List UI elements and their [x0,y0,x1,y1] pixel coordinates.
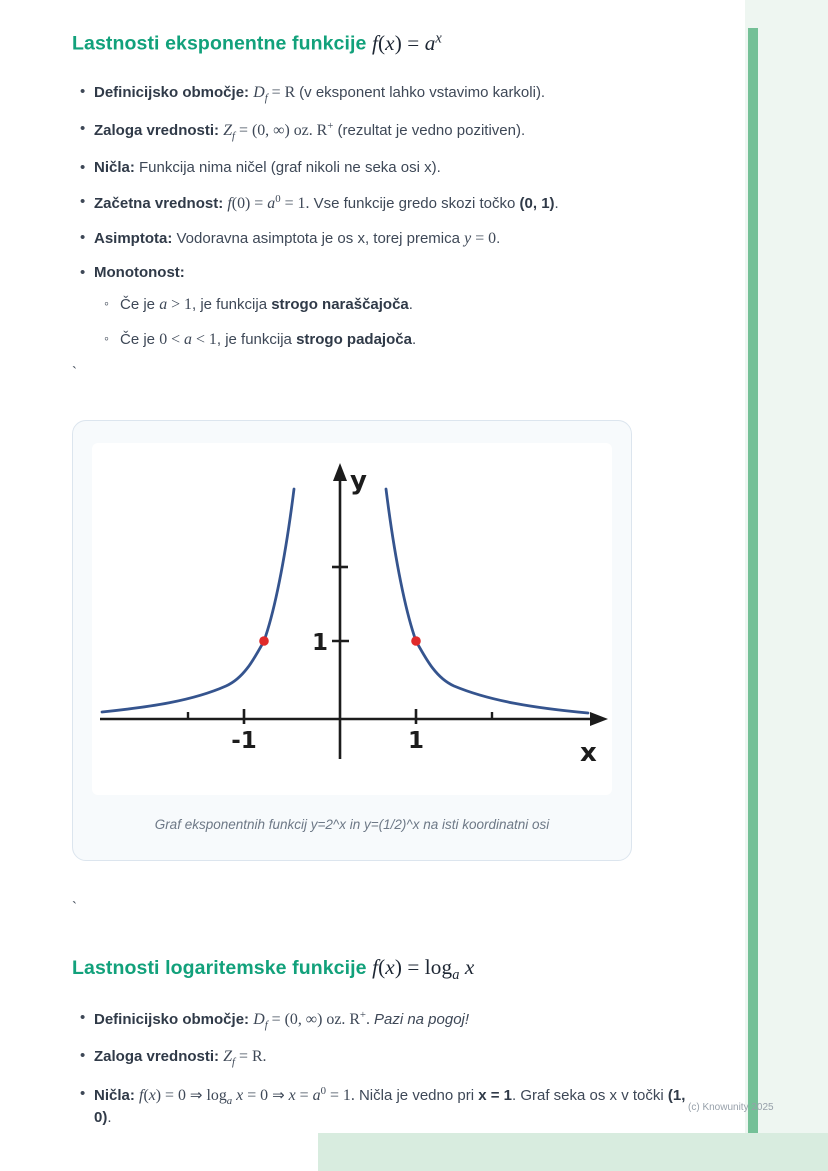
text-segment: + [327,120,334,133]
text-segment: x [435,30,442,46]
text-segment: . [366,1011,374,1028]
point-marker-left [259,636,269,646]
list-item-text [120,296,413,313]
text-segment: f [264,1019,268,1031]
text-segment: a [424,30,436,55]
text-segment: ) = log [394,955,453,979]
list-item-text [94,230,500,247]
text-segment: = [295,1086,313,1104]
text-segment: Funkcija nima ničel (graf nikoli ne seka osi x). [139,158,441,176]
monotonicity-sublist [94,294,694,350]
list-item-nicla [94,1084,694,1129]
text-segment: ( [378,955,386,979]
text-segment: = 1. [325,1086,355,1104]
stray-backtick: ` [72,364,77,381]
text-segment: 0 [320,1084,326,1097]
text-segment: = R [267,83,300,101]
text-segment: = (0, ∞) oz. R [235,122,328,140]
x-tick-label-pos1: 1 [407,728,425,754]
text-segment: Definicijsko območje: [94,83,254,101]
text-segment: ( [378,30,386,55]
text-segment: (v eksponent lahko vstavimo karkoli). [299,83,546,101]
text-segment: Vse funkcije gredo skozi točko [309,194,520,212]
content-area [72,30,694,1142]
text-segment: = 0 [243,1086,273,1104]
y-tick-label-1: 1 [311,630,328,656]
text-segment: f [372,955,379,979]
text-segment: . [408,296,413,314]
list-item-text [120,331,416,348]
text-segment: = 1. [280,194,310,212]
exponential-graph [92,443,612,795]
x-tick-label-neg1: -1 [231,728,257,754]
exponential-properties-list [72,82,694,350]
logarithmic-properties-list [72,1008,694,1128]
text-segment: D [253,1011,265,1028]
text-segment: = R. [235,1048,267,1066]
text-segment: > 1 [167,296,192,314]
text-segment: D [253,83,265,101]
text-segment: f [232,130,236,143]
graph-image [92,443,612,795]
text-segment: = 0 [471,229,497,247]
text-segment: a [159,296,168,314]
x-axis-label: x [580,738,597,768]
text-segment: log [202,1086,227,1104]
text-segment: ⇒ [189,1085,203,1104]
curve-left-branch [102,489,294,712]
list-item-definicijsko-obmocje [94,82,694,105]
text-segment: , je funkcija [216,330,297,348]
list-item-asimptota [94,228,694,249]
text-segment: a [312,1086,321,1104]
text-segment: Z [223,122,233,140]
text-segment: Ničla: [94,158,140,176]
list-item-text [94,83,546,104]
list-item-text [94,159,441,176]
text-segment: . Graf seka os x v točki [511,1086,668,1104]
text-segment: = (0, ∞) oz. R [267,1011,360,1028]
heading-math-formula [372,30,442,55]
text-segment: a [184,330,192,348]
list-item-text [94,120,526,143]
text-segment: 0 [275,192,281,205]
heading-text: Lastnosti eksponentne funkcije [72,32,367,55]
text-segment: Ničla: [94,1086,140,1104]
text-segment: . [554,194,559,212]
text-segment: . [411,330,417,348]
sublist-item-padajoca [120,329,694,350]
text-segment: Monotonost: [94,264,185,282]
text-segment: x [385,955,395,979]
text-segment: f [227,194,232,212]
text-segment: 0 < [159,330,185,348]
text-segment: (0, 1) [519,194,555,212]
list-item-text [94,192,559,212]
right-decoration-bar [748,28,758,1171]
figure-caption: Graf eksponentnih funkcij y=2^x in y=(1/2)^x na isti koordinatni osi [154,817,550,832]
text-segment: Pazi na pogoj! [373,1011,470,1028]
text-segment: Ničla je vedno pri [354,1086,479,1104]
text-segment: x [288,1086,296,1104]
text-segment: a [226,1094,233,1107]
text-segment: Vodoravna asimptota je os x, torej premica [176,229,465,247]
text-segment: x [385,30,395,55]
x-axis-arrow [590,712,608,726]
list-item-definicijsko-obmocje [94,1008,694,1032]
text-segment: Če je [120,330,160,348]
text-segment: ⇒ [272,1085,285,1104]
text-segment: x = 1 [478,1086,512,1104]
heading-text: Lastnosti logaritemske funkcije [72,957,367,979]
text-segment: + [359,1009,367,1021]
sublist-item-narascajoca [120,294,694,315]
y-axis-label: y [350,466,367,496]
list-item-text [94,1009,470,1031]
text-segment: Začetna vrednost: [94,194,228,212]
text-segment: x [464,955,475,979]
text-segment: ) = [394,30,425,55]
section-heading-exponential [72,30,694,56]
copyright-note: (c) Knowunity 2025 [688,1102,774,1113]
list-item-text [94,1084,686,1127]
list-item-zaloga-vrednosti [94,1046,694,1069]
text-segment: x [148,1086,156,1104]
text-segment: Zaloga vrednosti: [94,122,224,140]
list-item-zaloga-vrednosti [94,119,694,143]
section-heading-logarithmic [72,955,694,984]
text-segment: Če je [120,296,160,314]
text-segment: y [464,229,472,247]
heading-math-formula [372,955,475,983]
text-segment: a [452,967,460,983]
stray-backtick: ` [72,899,77,916]
text-segment: x [236,1086,244,1104]
y-axis-arrow [333,463,347,481]
text-segment: . [107,1109,112,1127]
curve-right-branch [386,489,588,713]
text-segment: Zaloga vrednosti: [94,1048,224,1066]
list-item-text [94,1048,267,1069]
list-item-text [94,264,185,281]
text-segment: ) = 0 [155,1086,190,1104]
list-item-nicla [94,158,694,178]
text-segment: (1, 0) [94,1086,686,1127]
point-marker-right [411,636,421,646]
text-segment: Z [223,1048,233,1066]
text-segment: Definicijsko območje: [94,1011,254,1028]
text-segment: Asimptota: [94,229,177,247]
list-item-monotonost [94,263,694,350]
text-segment: < 1 [192,330,217,348]
text-segment: f [139,1086,144,1104]
list-item-zacetna-vrednost [94,192,694,214]
text-segment: (0) = [231,194,268,212]
text-segment: , je funkcija [192,296,272,314]
text-segment: ( [143,1086,149,1104]
text-segment: strogo naraščajoča [271,296,409,314]
figure-card [72,420,632,861]
text-segment: f [264,91,268,104]
text-segment: f [232,1056,236,1069]
text-segment: f [372,30,379,55]
text-segment: . [496,229,501,247]
text-segment: strogo padajoča [296,330,412,348]
text-segment: a [267,194,276,212]
text-segment: (rezultat je vedno pozitiven). [333,122,526,140]
